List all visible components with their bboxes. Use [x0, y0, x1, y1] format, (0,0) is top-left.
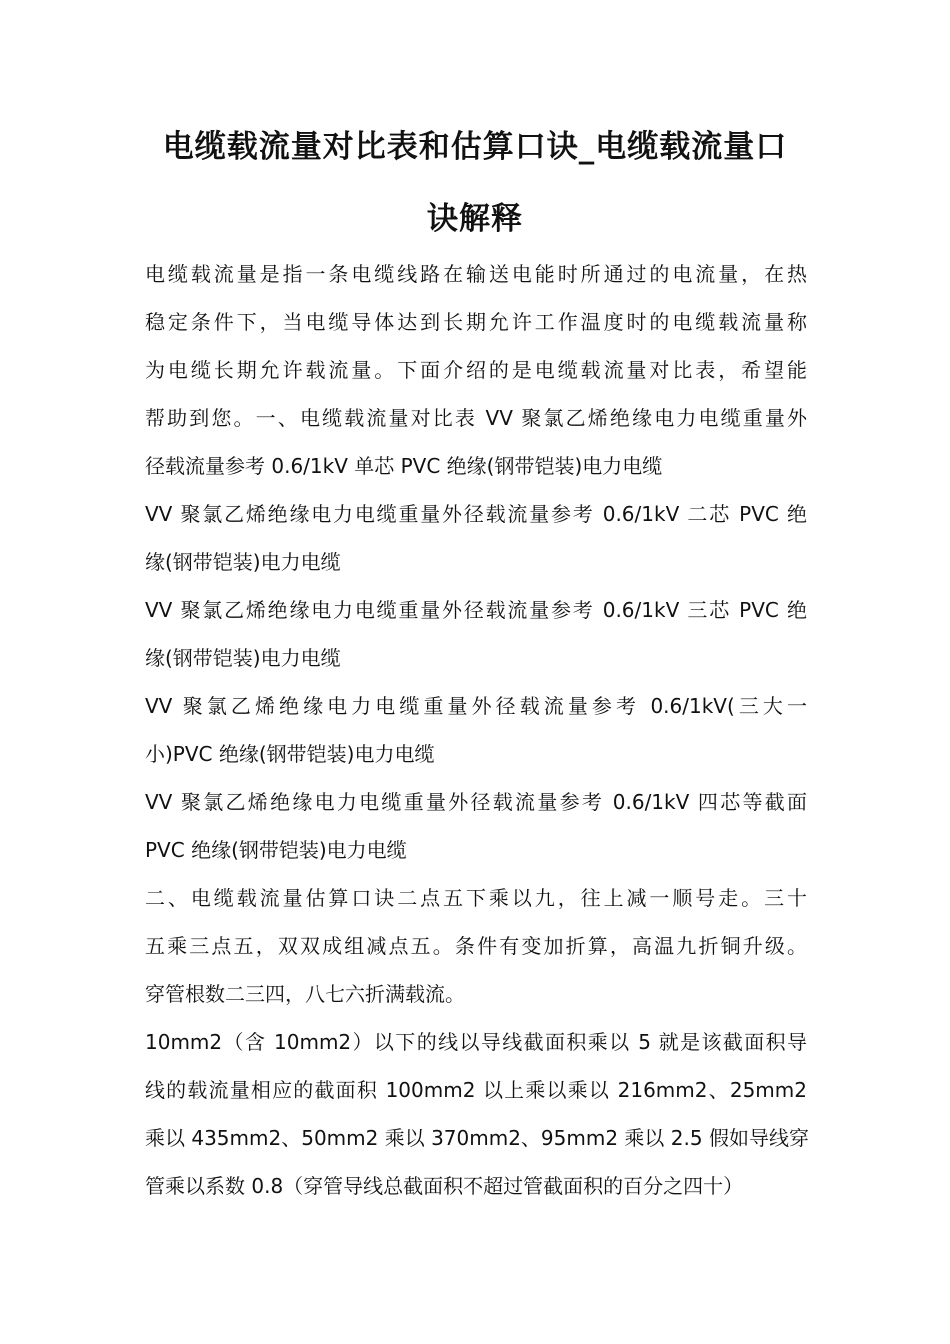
- text-line: VV 聚氯乙烯绝缘电力电缆重量外径载流量参考 0.6/1kV(三大一: [145, 694, 807, 718]
- text-line: PVC 绝缘(钢带铠装)电力电缆: [145, 838, 407, 862]
- text-line: 为电缆长期允许载流量。下面介绍的是电缆载流量对比表，希望能: [145, 358, 807, 382]
- text-line: 缘(钢带铠装)电力电缆: [145, 646, 341, 670]
- paragraph-three-plus-one: [145, 690, 807, 786]
- text-line: VV 聚氯乙烯绝缘电力电缆重量外径载流量参考 0.6/1kV 三芯 PVC 绝: [145, 598, 807, 622]
- document-body: [145, 258, 807, 1218]
- document-title-line-2: 诀解释: [427, 201, 523, 237]
- text-line: 径载流量参考 0.6/1kV 单芯 PVC 绝缘(钢带铠装)电力电缆: [145, 454, 663, 478]
- text-line: 五乘三点五，双双成组减点五。条件有变加折算，高温九折铜升级。: [145, 934, 807, 958]
- paragraph-two-core: [145, 498, 807, 594]
- text-line: 帮助到您。一、电缆载流量对比表 VV 聚氯乙烯绝缘电力电缆重量外: [145, 406, 807, 430]
- text-line: 线的载流量相应的截面积 100mm2 以上乘以乘以 216mm2、25mm2: [145, 1078, 807, 1102]
- text-line: VV 聚氯乙烯绝缘电力电缆重量外径载流量参考 0.6/1kV 二芯 PVC 绝: [145, 502, 807, 526]
- text-line: VV 聚氯乙烯绝缘电力电缆重量外径载流量参考 0.6/1kV 四芯等截面: [145, 790, 807, 814]
- paragraph-four-core: [145, 786, 807, 882]
- text-line: 乘以 435mm2、50mm2 乘以 370mm2、95mm2 乘以 2.5 假如导线穿: [145, 1126, 809, 1150]
- text-line: 缘(钢带铠装)电力电缆: [145, 550, 341, 574]
- text-line: 管乘以系数 0.8（穿管导线总截面积不超过管截面积的百分之四十）: [145, 1174, 744, 1198]
- text-line: 穿管根数二三四，八七六折满载流。: [145, 982, 465, 1006]
- paragraph-calculation-notes: [145, 1026, 807, 1218]
- paragraph-intro: [145, 258, 807, 498]
- paragraph-estimation-rhyme: [145, 882, 807, 1026]
- text-line: 稳定条件下，当电缆导体达到长期允许工作温度时的电缆载流量称: [145, 310, 807, 334]
- text-line: 二、电缆载流量估算口诀二点五下乘以九，往上减一顺号走。三十: [145, 886, 807, 910]
- text-line: 电缆载流量是指一条电缆线路在输送电能时所通过的电流量，在热: [145, 262, 807, 286]
- text-line: 10mm2（含 10mm2）以下的线以导线截面积乘以 5 就是该截面积导: [145, 1030, 807, 1054]
- paragraph-three-core: [145, 594, 807, 690]
- text-line: 小)PVC 绝缘(钢带铠装)电力电缆: [145, 742, 435, 766]
- document-title-line-1: 电缆载流量对比表和估算口诀_电缆载流量口: [162, 129, 788, 165]
